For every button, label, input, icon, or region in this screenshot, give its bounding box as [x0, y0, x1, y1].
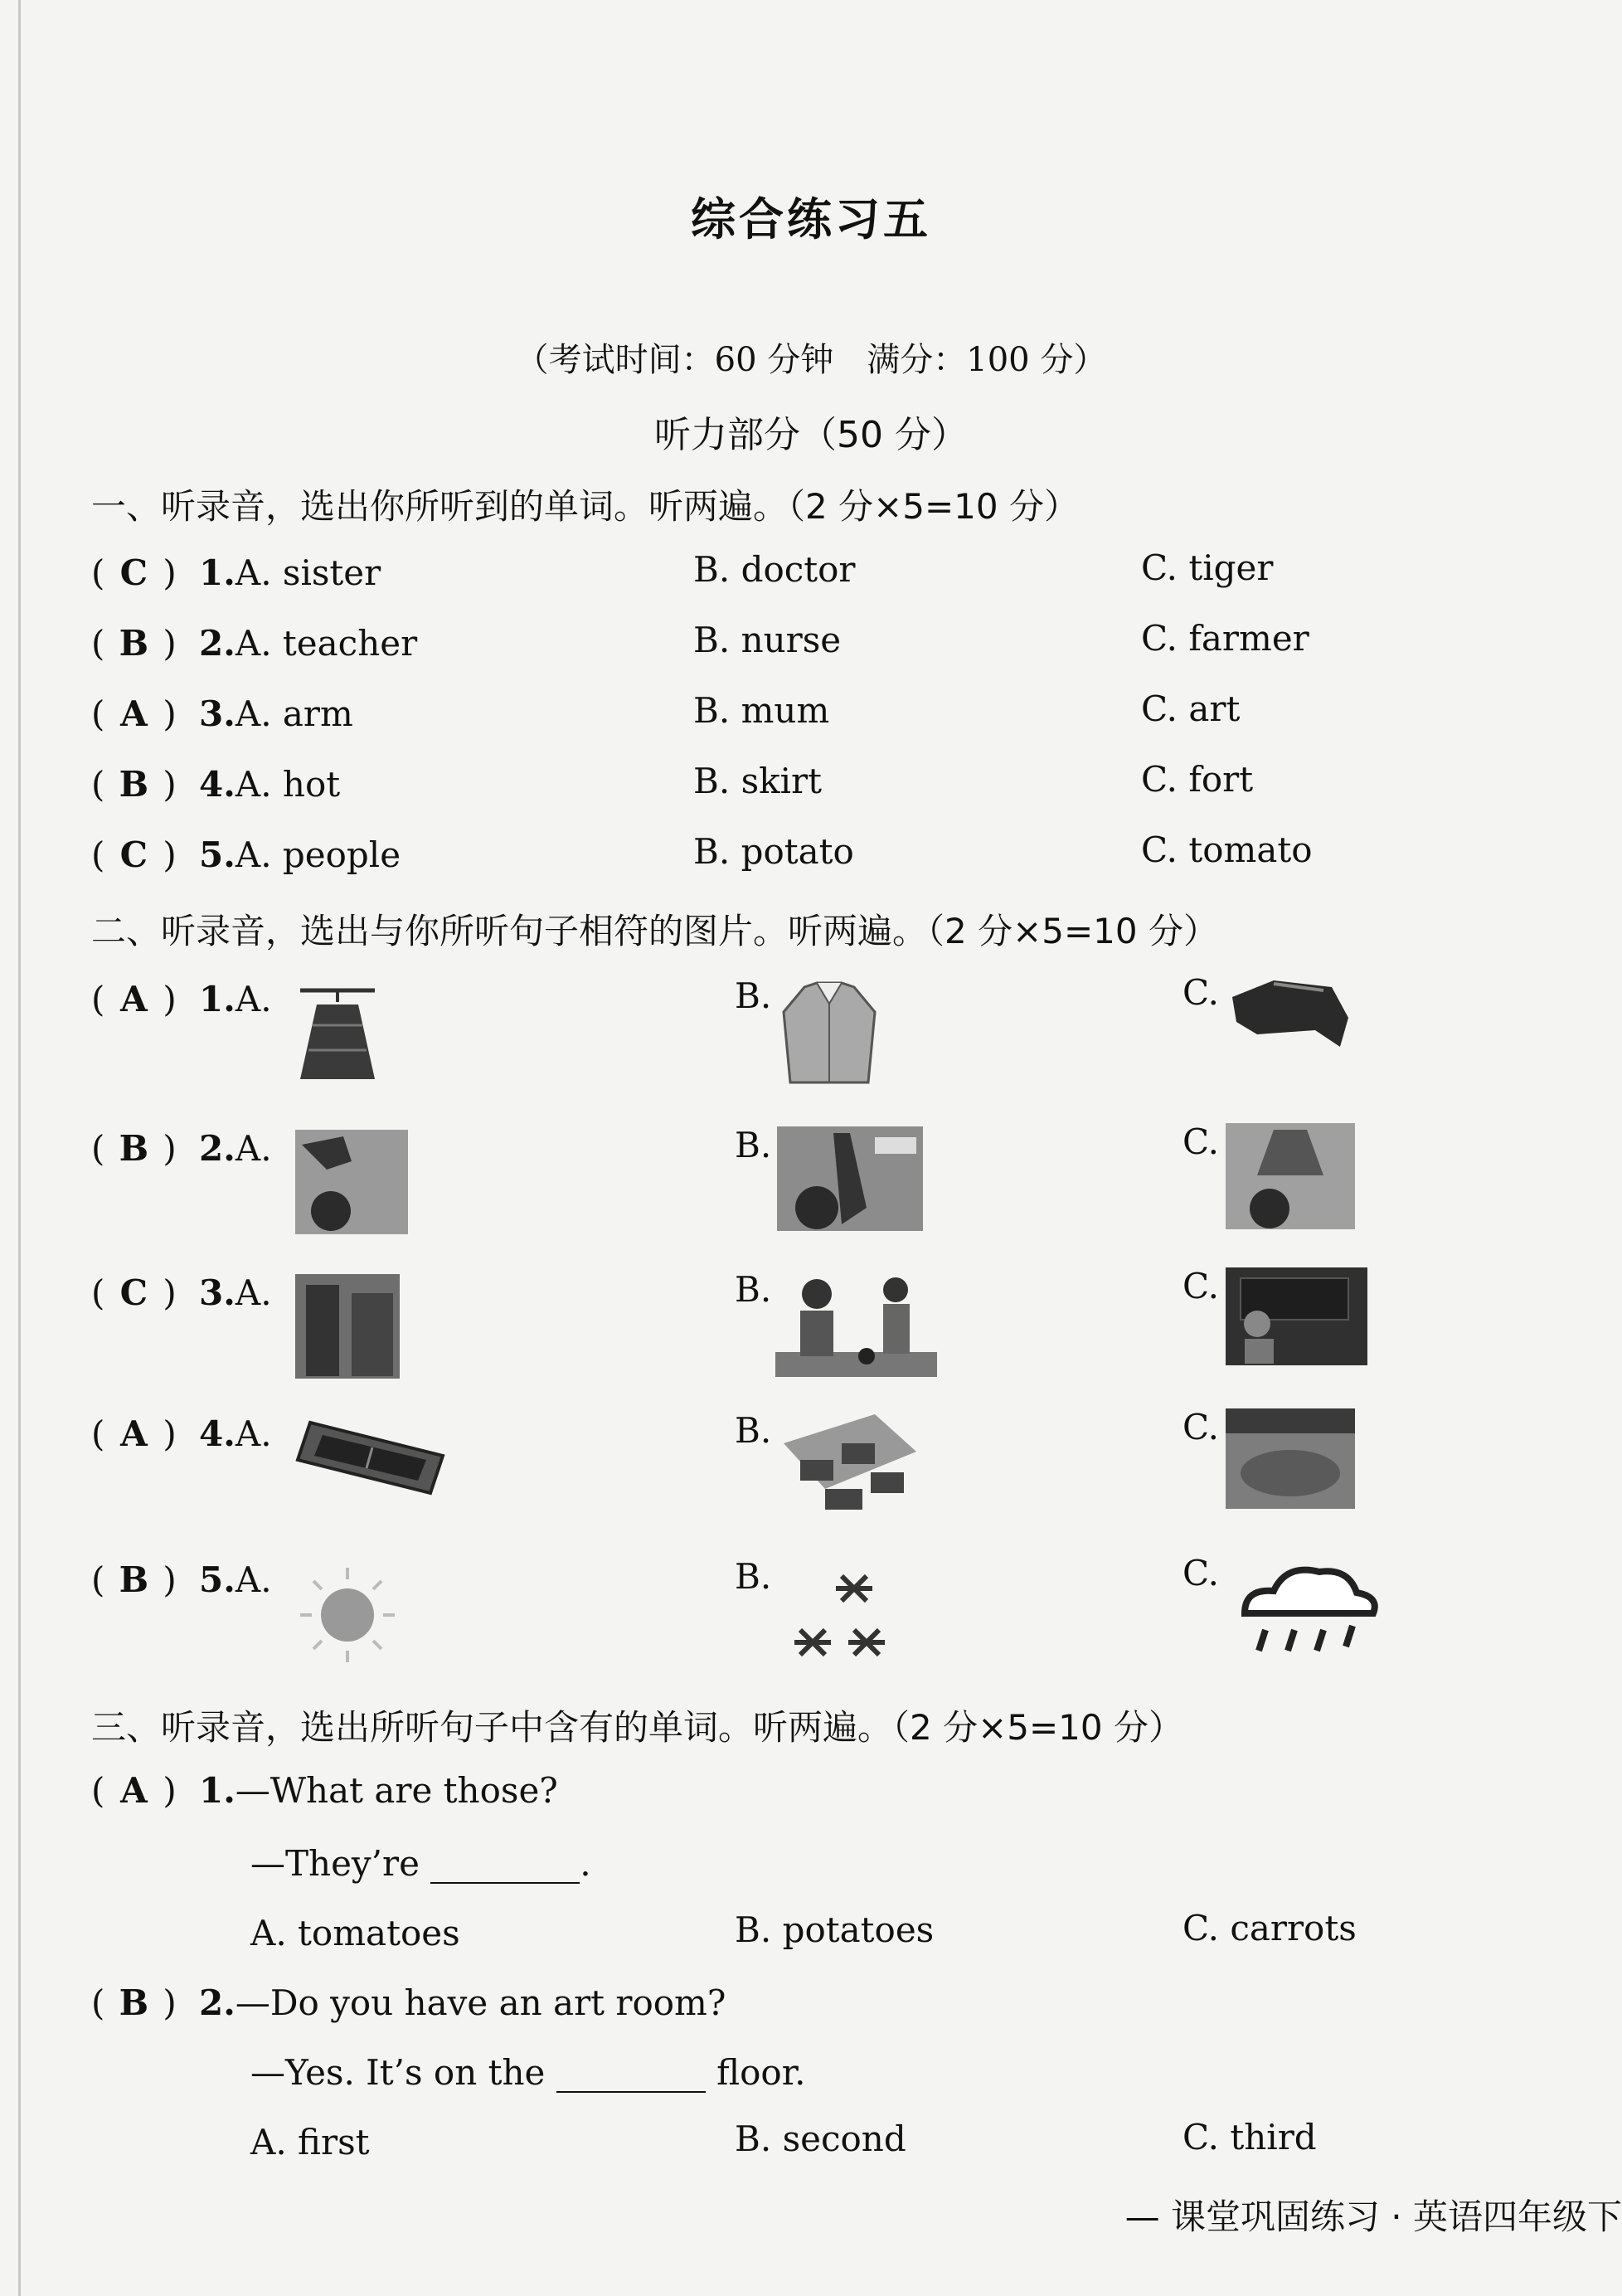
s1-q1-option-c: C. tiger — [1141, 547, 1274, 588]
answer: B — [119, 623, 149, 664]
s1-q2-option-b: B. nurse — [693, 620, 842, 660]
door-mat-icon — [294, 1410, 451, 1501]
s1-q3-option-b: B. mum — [693, 690, 830, 731]
s2-q1-label-c: C. — [1183, 972, 1219, 1013]
s2-q1-label-b: B. — [735, 975, 772, 1016]
s3-q1-option-a: A. tomatoes — [250, 1913, 460, 1953]
tie-price-tag-icon — [775, 1125, 925, 1233]
s1-q1-option-b: B. doctor — [693, 549, 856, 590]
section2-header: 二、听录音，选出与你所听句子相符的图片。听两遍。（2 分×5=10 分） — [91, 911, 1218, 951]
library-shelves-icon — [294, 1272, 401, 1380]
s3-q1-option-c: C. carrots — [1183, 1908, 1357, 1948]
answer: A — [120, 979, 148, 1019]
answer: A — [120, 1413, 148, 1454]
answer: C — [119, 834, 148, 875]
s2-q2-label-c: C. — [1183, 1121, 1219, 1162]
s1-q3-option-c: C. art — [1141, 688, 1241, 729]
s1-question-3: ( A ) 3.A. arm — [91, 693, 353, 734]
s2-question-2: ( B ) 2.A. — [91, 1128, 272, 1169]
s3-q2-option-b: B. second — [735, 2118, 906, 2159]
dress-price-tag-icon — [1224, 1121, 1357, 1231]
option-a: A. arm — [235, 693, 353, 734]
s3-question-1: ( A ) 1.—What are those? — [91, 1770, 558, 1811]
s1-question-5: ( C ) 5.A. people — [91, 834, 401, 875]
playground-icon — [1224, 1407, 1357, 1510]
s3-q1-option-b: B. potatoes — [735, 1909, 935, 1950]
shirt-icon — [775, 979, 883, 1087]
option-a: A. people — [235, 834, 401, 875]
s2-q2-label-b: B. — [735, 1125, 772, 1165]
s2-q4-label-b: B. — [735, 1410, 772, 1451]
s1-q4-option-c: C. fort — [1141, 759, 1254, 800]
s2-q3-label-b: B. — [735, 1269, 772, 1310]
answer: A — [120, 1770, 148, 1811]
answer: B — [119, 1982, 149, 2023]
s3-q1-response: —They’re . — [250, 1843, 591, 1884]
answer-blank — [556, 2063, 706, 2093]
s3-q2-option-c: C. third — [1183, 2117, 1317, 2157]
sun-icon — [294, 1561, 401, 1669]
answer: B — [119, 1128, 149, 1169]
classroom-desks-icon — [775, 1410, 920, 1522]
answer-blank — [430, 1854, 580, 1884]
prompt: —What are those? — [235, 1770, 558, 1811]
s1-q2-option-c: C. farmer — [1141, 618, 1309, 659]
s2-q5-label-c: C. — [1183, 1553, 1219, 1593]
page-title: 综合练习五 — [691, 193, 931, 246]
kids-playing-ball-icon — [775, 1269, 937, 1377]
s2-q5-label-b: B. — [735, 1556, 772, 1597]
s2-question-1: ( A ) 1.A. — [91, 979, 272, 1019]
s2-q4-label-c: C. — [1183, 1407, 1219, 1447]
answer: C — [119, 1272, 148, 1313]
s1-question-4: ( B ) 4.A. hot — [91, 764, 341, 805]
option-a: A. hot — [235, 764, 341, 805]
section3-header: 三、听录音，选出所听句子中含有的单词。听两遍。（2 分×5=10 分） — [91, 1707, 1183, 1748]
s2-q3-label-c: C. — [1183, 1266, 1219, 1306]
skirt-on-hanger-icon — [292, 984, 383, 1092]
option-a: A. sister — [235, 552, 381, 593]
section1-header: 一、听录音，选出你所听到的单词。听两遍。（2 分×5=10 分） — [91, 486, 1079, 527]
page-footer: — 课堂巩固练习 · 英语四年级下 — [1124, 2196, 1622, 2237]
exam-info: （考试时间：60 分钟 满分：100 分） — [515, 341, 1107, 379]
sweater-icon — [1224, 972, 1357, 1055]
s1-q5-option-c: C. tomato — [1141, 829, 1313, 870]
answer: B — [119, 764, 149, 805]
s1-question-1: ( C ) 1.A. sister — [91, 552, 381, 593]
s2-question-4: ( A ) 4.A. — [91, 1413, 272, 1454]
option-a: A. teacher — [235, 623, 418, 664]
s3-q2-response: —Yes. It’s on the floor. — [250, 2052, 806, 2093]
s3-question-2: ( B ) 2.—Do you have an art room? — [91, 1982, 726, 2023]
scarf-price-tag-icon — [294, 1128, 410, 1236]
s1-question-2: ( B ) 2.A. teacher — [91, 623, 418, 664]
rain-cloud-icon — [1232, 1559, 1382, 1659]
teacher-blackboard-icon — [1224, 1266, 1369, 1367]
s1-q5-option-b: B. potato — [693, 831, 854, 872]
prompt: —Do you have an art room? — [235, 1982, 726, 2023]
answer: B — [119, 1559, 149, 1600]
answer: A — [120, 693, 148, 734]
s2-question-5: ( B ) 5.A. — [91, 1559, 272, 1600]
s2-question-3: ( C ) 3.A. — [91, 1272, 272, 1313]
part-title: 听力部分（50 分） — [654, 414, 968, 456]
s3-q2-option-a: A. first — [250, 2122, 370, 2162]
s1-q4-option-b: B. skirt — [693, 761, 822, 801]
snowflakes-icon — [784, 1564, 891, 1667]
answer: C — [119, 552, 148, 593]
